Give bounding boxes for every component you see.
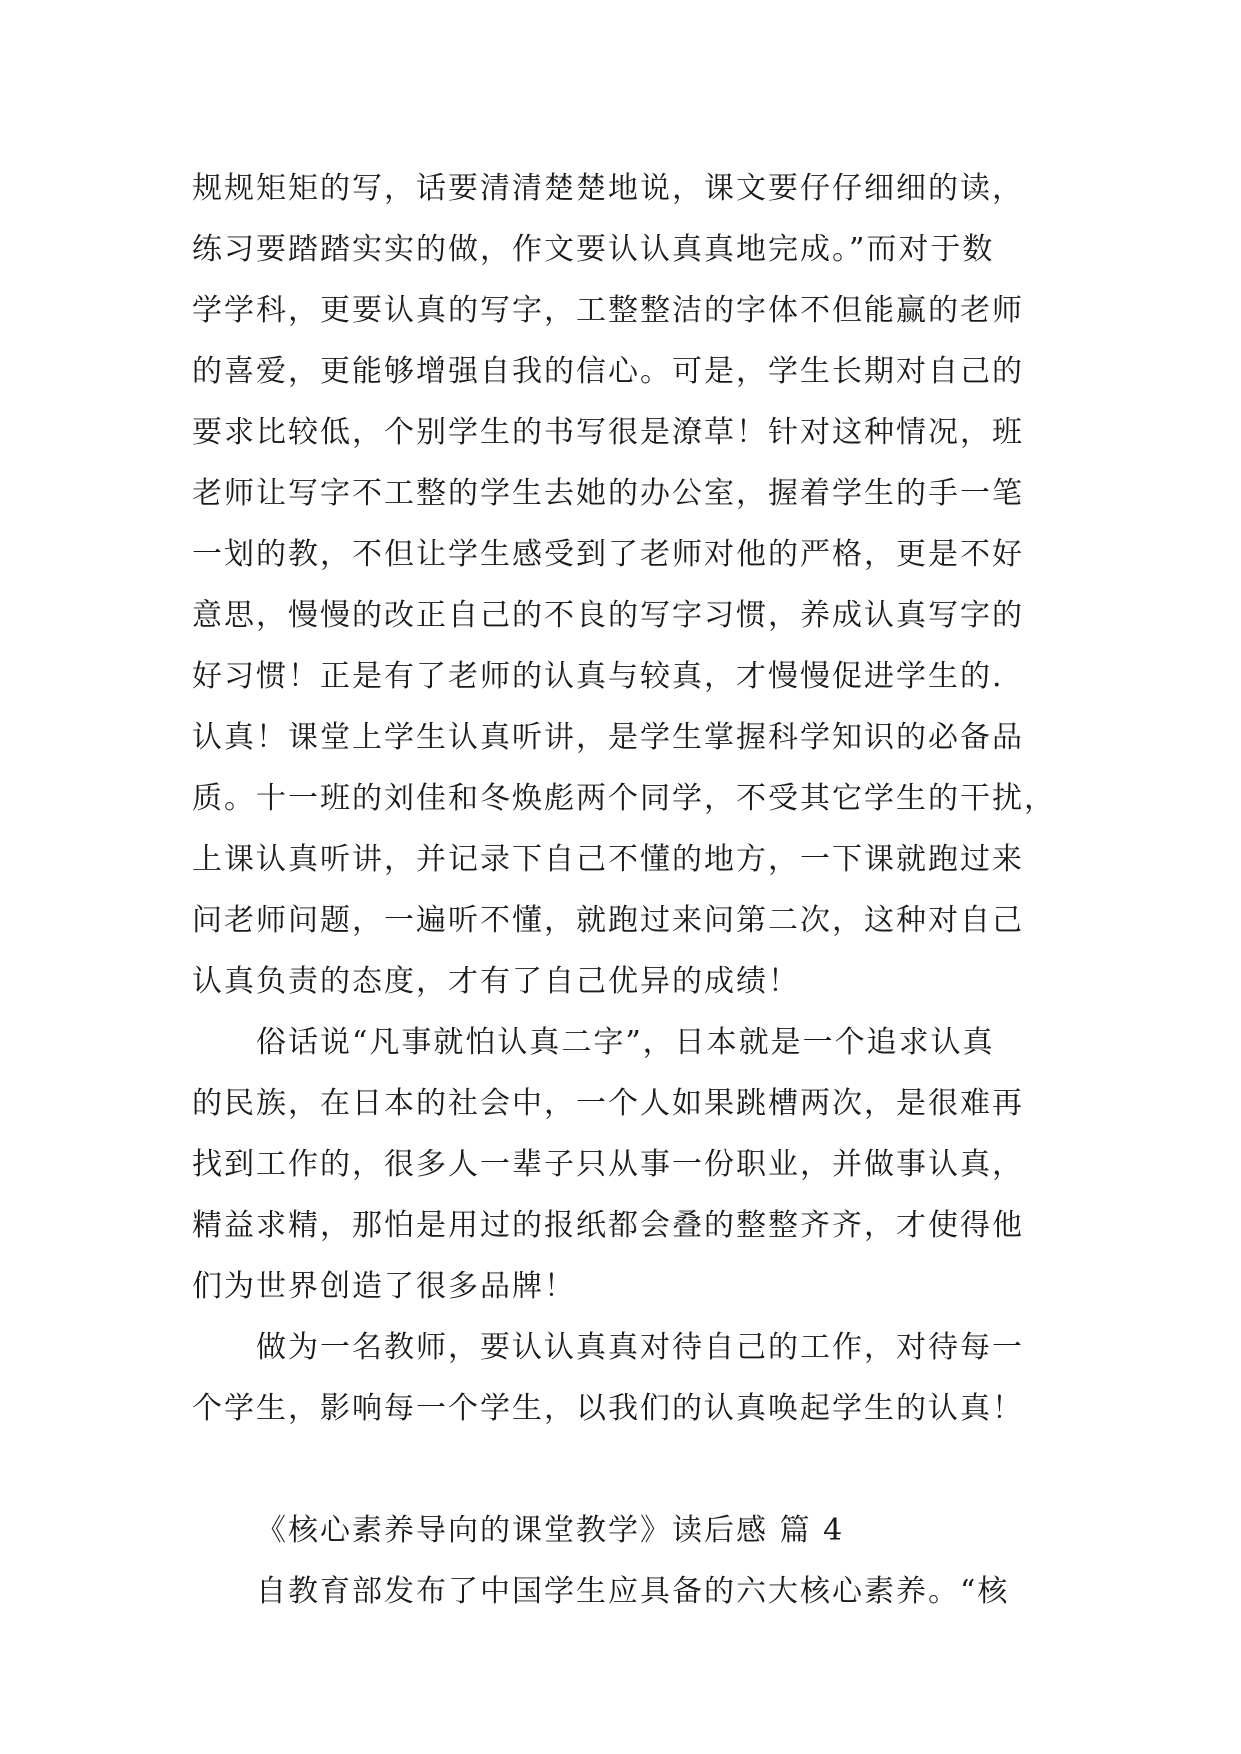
text-line: 俗话说“凡事就怕认真二字”，日本就是一个追求认真 xyxy=(256,1025,995,1060)
text-line: 认真！课堂上学生认真听讲，是学生掌握科学知识的必备品 xyxy=(192,720,1024,755)
text-line: 练习要踏踏实实的做，作文要认认真真地完成。”而对于数 xyxy=(192,232,995,267)
text-line: 一划的教，不但让学生感受到了老师对他的严格，更是不好 xyxy=(192,537,1024,572)
text-line: 认真负责的态度，才有了自己优异的成绩！ xyxy=(192,964,800,999)
text-line: 意思，慢慢的改正自己的不良的写字习惯，养成认真写字的 xyxy=(192,598,1024,633)
text-line: 学学科，更要认真的写字，工整整洁的字体不但能赢的老师 xyxy=(192,293,1024,328)
blank-line xyxy=(192,1439,1072,1500)
paragraph-1 xyxy=(192,158,1072,1012)
text-line: 老师让写字不工整的学生去她的办公室，握着学生的手一笔 xyxy=(192,476,1024,511)
text-line: 做为一名教师，要认认真真对待自己的工作，对待每一 xyxy=(256,1330,1024,1365)
text-line: 找到工作的，很多人一辈子只从事一份职业，并做事认真， xyxy=(192,1147,1024,1182)
text-line: 上课认真听讲，并记录下自己不懂的地方，一下课就跑过来 xyxy=(192,842,1024,877)
text-line: 规规矩矩的写，话要清清楚楚地说，课文要仔仔细细的读， xyxy=(192,171,1024,206)
text-line: 的喜爱，更能够增强自我的信心。可是，学生长期对自己的 xyxy=(192,354,1024,389)
text-line: 自教育部发布了中国学生应具备的六大核心素养。“核 xyxy=(256,1574,1010,1609)
paragraph-4 xyxy=(192,1561,1072,1622)
text-line: 精益求精，那怕是用过的报纸都会叠的整整齐齐，才使得他 xyxy=(192,1208,1024,1243)
text-line: 质。十一班的刘佳和冬焕彪两个同学，不受其它学生的干扰， xyxy=(192,781,1056,816)
text-line: 的民族，在日本的社会中，一个人如果跳槽两次，是很难再 xyxy=(192,1086,1024,1121)
text-line: 要求比较低，个别学生的书写很是潦草！针对这种情况，班 xyxy=(192,415,1024,450)
paragraph-3 xyxy=(192,1317,1072,1439)
document-body xyxy=(192,158,1072,1622)
paragraph-2 xyxy=(192,1012,1072,1317)
text-line: 问老师问题，一遍听不懂，就跑过来问第二次，这种对自己 xyxy=(192,903,1024,938)
text-line: 好习惯！正是有了老师的认真与较真，才慢慢促进学生的. xyxy=(192,659,1004,694)
text-line: 个学生，影响每一个学生，以我们的认真唤起学生的认真！ xyxy=(192,1391,1024,1426)
section-heading: 《核心素养导向的课堂教学》读后感 篇 4 xyxy=(256,1513,845,1548)
text-line: 们为世界创造了很多品牌！ xyxy=(192,1269,576,1304)
